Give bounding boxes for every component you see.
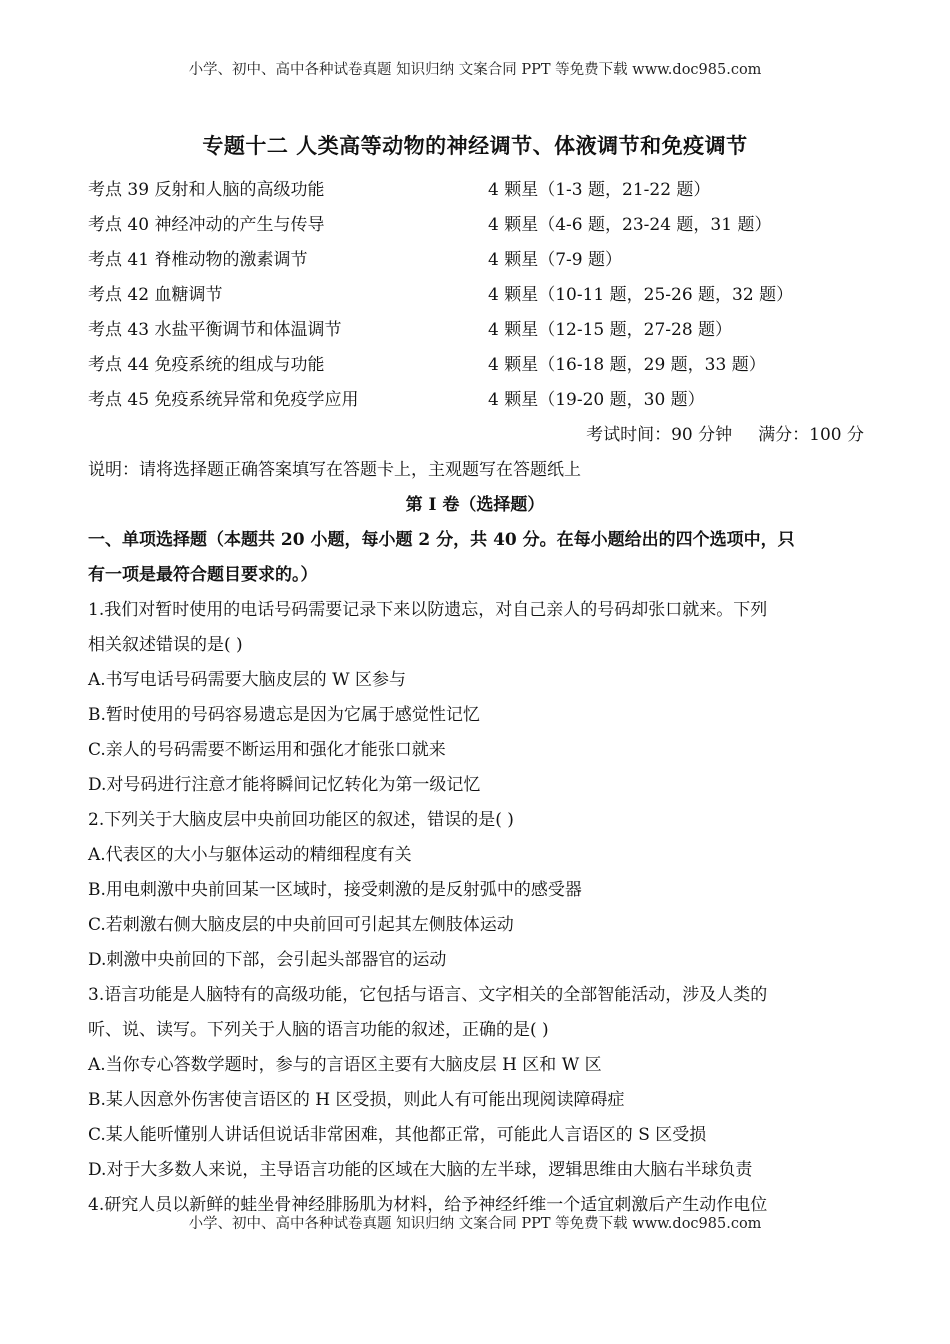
- option-a: A.代表区的大小与躯体运动的精细程度有关: [88, 845, 412, 865]
- question-stem: 4.研究人员以新鲜的蛙坐骨神经腓肠肌为材料，给予神经纤维一个适宜刺激后产生动作电位: [88, 1195, 768, 1215]
- topic-name: 考点 43 水盐平衡调节和体温调节: [88, 320, 342, 340]
- topic-name: 考点 39 反射和人脑的高级功能: [88, 180, 325, 200]
- topic-name: 考点 40 神经冲动的产生与传导: [88, 215, 325, 235]
- option-c: C.某人能听懂别人讲话但说话非常困难，其他都正常，可能此人言语区的 S 区受损: [88, 1125, 707, 1145]
- page-footer: 小学、初中、高中各种试卷真题 知识归纳 文案合同 PPT 等免费下载 www.doc985.com: [188, 1216, 762, 1232]
- full-score: 满分：100 分: [758, 425, 864, 445]
- option-c: C.亲人的号码需要不断运用和强化才能张口就来: [88, 740, 446, 760]
- option-d: D.对于大多数人来说，主导语言功能的区域在大脑的左半球，逻辑思维由大脑右半球负责: [88, 1160, 753, 1180]
- topic-name: 考点 44 免疫系统的组成与功能: [88, 355, 325, 375]
- topic-name: 考点 41 脊椎动物的激素调节: [88, 250, 308, 270]
- topic-name: 考点 45 免疫系统异常和免疫学应用: [88, 390, 359, 410]
- section-heading-cont: 有一项是最符合题目要求的。）: [88, 565, 318, 585]
- topic-stars: 4 颗星（10-11 题，25-26 题，32 题）: [488, 285, 794, 305]
- topic-stars: 4 颗星（4-6 题，23-24 题，31 题）: [488, 215, 772, 235]
- question-stem: 2.下列关于大脑皮层中央前回功能区的叙述，错误的是( ): [88, 810, 514, 830]
- option-b: B.某人因意外伤害使言语区的 H 区受损，则此人有可能出现阅读障碍症: [88, 1090, 625, 1110]
- option-b: B.暂时使用的号码容易遗忘是因为它属于感觉性记忆: [88, 705, 480, 725]
- volume-title: 第 I 卷（选择题）: [405, 495, 545, 515]
- question-stem-cont: 相关叙述错误的是( ): [88, 635, 243, 655]
- instructions: 说明：请将选择题正确答案填写在答题卡上，主观题写在答题纸上: [88, 460, 581, 480]
- exam-info: [586, 420, 864, 445]
- topic-stars: 4 颗星（7-9 题）: [488, 250, 622, 270]
- topic-stars: 4 颗星（12-15 题，27-28 题）: [488, 320, 733, 340]
- topic-stars: 4 颗星（1-3 题，21-22 题）: [488, 180, 711, 200]
- question-stem-cont: 听、说、读写。下列关于人脑的语言功能的叙述，正确的是( ): [88, 1020, 549, 1040]
- question-stem: 3.语言功能是人脑特有的高级功能，它包括与语言、文字相关的全部智能活动，涉及人类的: [88, 985, 768, 1005]
- option-a: A.书写电话号码需要大脑皮层的 W 区参与: [88, 670, 406, 690]
- exam-time: 考试时间：90 分钟: [586, 425, 733, 445]
- topic-stars: 4 颗星（19-20 题，30 题）: [488, 390, 705, 410]
- option-d: D.刺激中央前回的下部，会引起头部器官的运动: [88, 950, 447, 970]
- question-stem: 1.我们对暂时使用的电话号码需要记录下来以防遗忘，对自己亲人的号码却张口就来。下列: [88, 600, 768, 620]
- section-heading: 一、单项选择题（本题共 20 小题，每小题 2 分，共 40 分。在每小题给出的四个选项中，只: [88, 530, 795, 550]
- page-header: 小学、初中、高中各种试卷真题 知识归纳 文案合同 PPT 等免费下载 www.doc985.com: [188, 62, 762, 78]
- option-a: A.当你专心答数学题时，参与的言语区主要有大脑皮层 H 区和 W 区: [88, 1055, 602, 1075]
- document-title: 专题十二 人类高等动物的神经调节、体液调节和免疫调节: [202, 133, 748, 158]
- option-c: C.若刺激右侧大脑皮层的中央前回可引起其左侧肢体运动: [88, 915, 514, 935]
- option-d: D.对号码进行注意才能将瞬间记忆转化为第一级记忆: [88, 775, 481, 795]
- option-b: B.用电刺激中央前回某一区域时，接受刺激的是反射弧中的感受器: [88, 880, 582, 900]
- topic-name: 考点 42 血糖调节: [88, 285, 223, 305]
- topic-stars: 4 颗星（16-18 题，29 题，33 题）: [488, 355, 766, 375]
